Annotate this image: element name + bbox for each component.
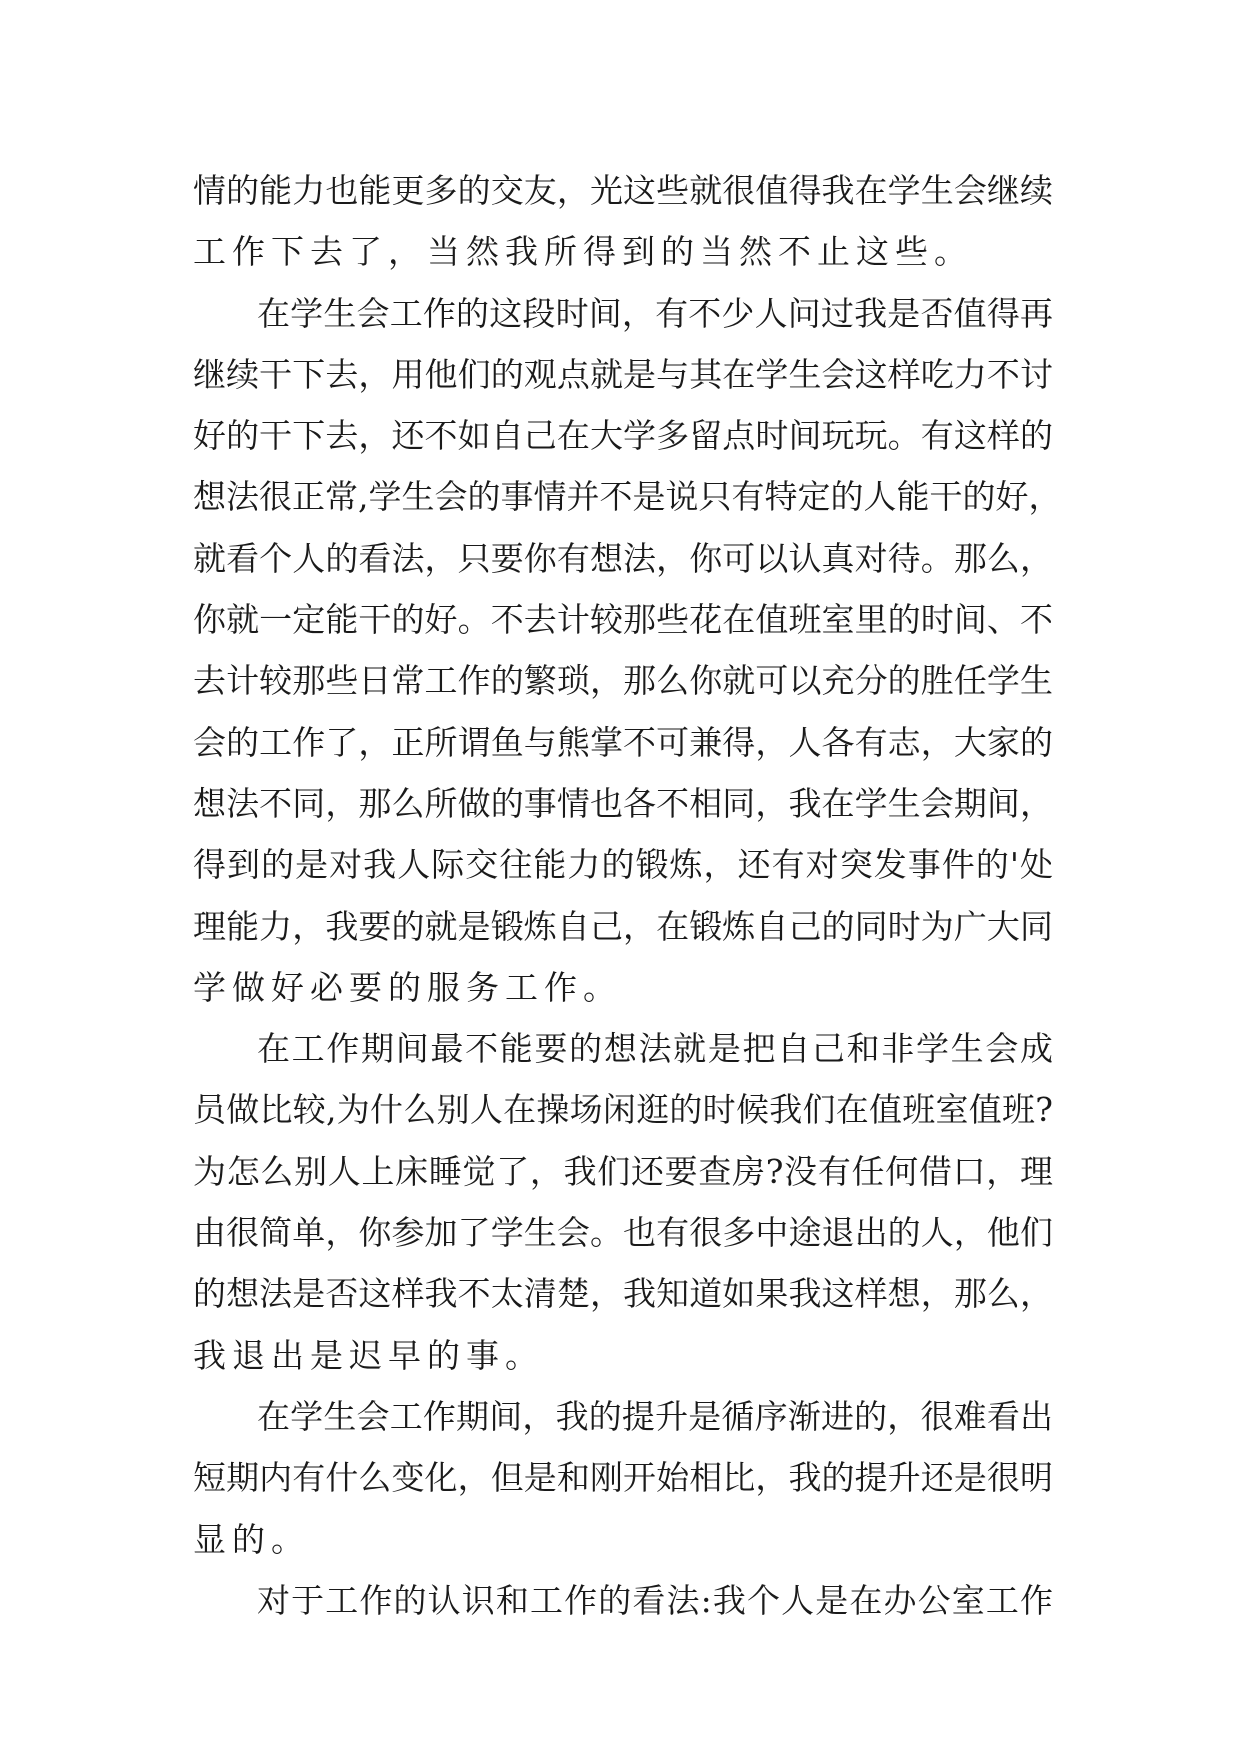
text-line: 在工作期间最不能要的想法就是把自己和非学生会成 [257, 1029, 1053, 1069]
text-line: 的想法是否这样我不太清楚，我知道如果我这样想，那么， [193, 1274, 1053, 1314]
text-line: 继续干下去，用他们的观点就是与其在学生会这样吃力不讨 [193, 354, 1053, 394]
text-line: 你就一定能干的好。不去计较那些花在值班室里的时间、不 [193, 600, 1053, 640]
text-line: 情的能力也能更多的交友，光这些就很值得我在学生会继续 [193, 171, 1053, 210]
text-line: 得到的是对我人际交往能力的锻炼，还有对突发事件的'处 [193, 845, 1053, 885]
text-line: 好的干下去，还不如自己在大学多留点时间玩玩。有这样的 [193, 416, 1053, 456]
text-line: 员做比较,为什么别人在操场闲逛的时候我们在值班室值班? [193, 1090, 1053, 1130]
text-line: 我退出是迟早的事。 [193, 1335, 544, 1375]
text-line: 想法不同，那么所做的事情也各不相同，我在学生会期间， [193, 783, 1053, 823]
text-line: 会的工作了，正所谓鱼与熊掌不可兼得，人各有志，大家的 [193, 722, 1053, 762]
text-line: 去计较那些日常工作的繁琐，那么你就可以充分的胜任学生 [193, 661, 1053, 701]
text-line: 在学生会工作期间，我的提升是循序渐进的，很难看出 [257, 1396, 1053, 1436]
text-line: 为怎么别人上床睡觉了，我们还要查房?没有任何借口，理 [193, 1151, 1053, 1191]
text-line: 想法很正常,学生会的事情并不是说只有特定的人能干的好， [193, 477, 1062, 517]
text-line: 工作下去了，当然我所得到的当然不止这些。 [193, 232, 973, 272]
text-line: 在学生会工作的这段时间，有不少人问过我是否值得再 [257, 293, 1053, 333]
text-line: 对于工作的认识和工作的看法:我个人是在办公室工作 [257, 1580, 1053, 1620]
text-line: 理能力，我要的就是锻炼自己，在锻炼自己的同时为广大同 [193, 906, 1053, 946]
text-line: 短期内有什么变化，但是和刚开始相比，我的提升还是很明 [193, 1458, 1053, 1498]
text-line: 就看个人的看法，只要你有想法，你可以认真对待。那么， [193, 538, 1053, 578]
text-line: 学做好必要的服务工作。 [193, 967, 622, 1007]
text-line: 显的。 [193, 1519, 310, 1559]
document-body [193, 160, 1062, 1631]
text-line: 由很简单，你参加了学生会。也有很多中途退出的人，他们 [193, 1213, 1053, 1253]
